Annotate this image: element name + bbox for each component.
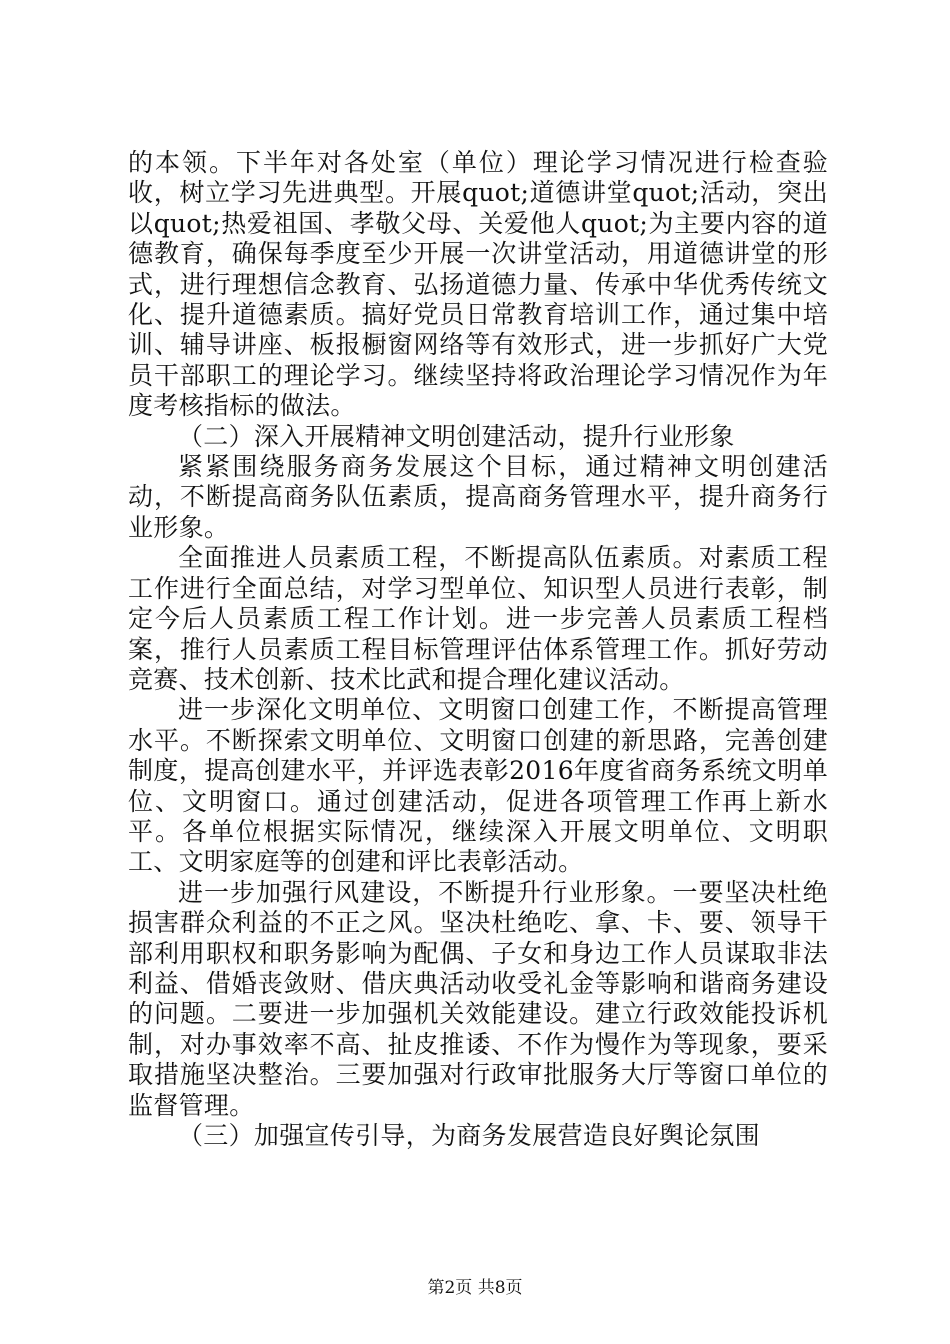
paragraph-civilized-units: 进一步深化文明单位、文明窗口创建工作，不断提高管理水平。不断探索文明单位、文明窗口创建的新思路，完善创建制度，提高创建水平，并评选表彰2016年度省商务系统文明单位、文明窗口。通过创建活动，促进各项管理工作再上新水平。各单位根据实际情况，继续深入开展文明单位、文明职工、文明家庭等的创建和评比表彰活动。 (128, 695, 828, 877)
section-heading-3: （三）加强宣传引导，为商务发展营造良好舆论氛围 (178, 1121, 760, 1150)
paragraph-goal: 紧紧围绕服务商务发展这个目标，通过精神文明创建活动，不断提高商务队伍素质，提高商务管理水平，提升商务行业形象。 (128, 452, 828, 542)
section-heading-2: （二）深入开展精神文明创建活动，提升行业形象 (178, 421, 735, 451)
paragraph-quality-project: 全面推进人员素质工程，不断提高队伍素质。对素质工程工作进行全面总结，对学习型单位、知识型人员进行表彰，制定今后人员素质工程工作计划。进一步完善人员素质工程档案，推行人员素质工程目标管理评估体系管理工作。抓好劳动竞赛、技术创新、技术比武和提合理化建议活动。 (128, 543, 828, 694)
paragraph-industry-style: 进一步加强行风建设，不断提升行业形象。一要坚决杜绝损害群众利益的不正之风。坚决杜绝吃、拿、卡、要、领导干部利用职权和职务影响为配偶、子女和身边工作人员谋取非法利益、借婚丧敛财、借庆典活动收受礼金等影响和谐商务建设的问题。二要进一步加强机关效能建设。建立行政效能投诉机制，对办事效率不高、扯皮推诿、不作为慢作为等现象，要采取措施坚决整治。三要加强对行政审批服务大厅等窗口单位的监督管理。 (128, 877, 828, 1120)
document-body (128, 148, 828, 1151)
paragraph-continuation: 的本领。下半年对各处室（单位）理论学习情况进行检查验收，树立学习先进典型。开展quot;道德讲堂quot;活动，突出以quot;热爱祖国、孝敬父母、关爱他人quot;为主要内容的道德教育，确保每季度至少开展一次讲堂活动，用道德讲堂的形式，进行理想信念教育、弘扬道德力量、传承中华优秀传统文化、提升道德素质。搞好党员日常教育培训工作，通过集中培训、辅导讲座、板报橱窗网络等有效形式，进一步抓好广大党员干部职工的理论学习。继续坚持将政治理论学习情况作为年度考核指标的做法。 (128, 148, 828, 421)
page-number-footer: 第2页 共8页 (427, 1278, 523, 1298)
